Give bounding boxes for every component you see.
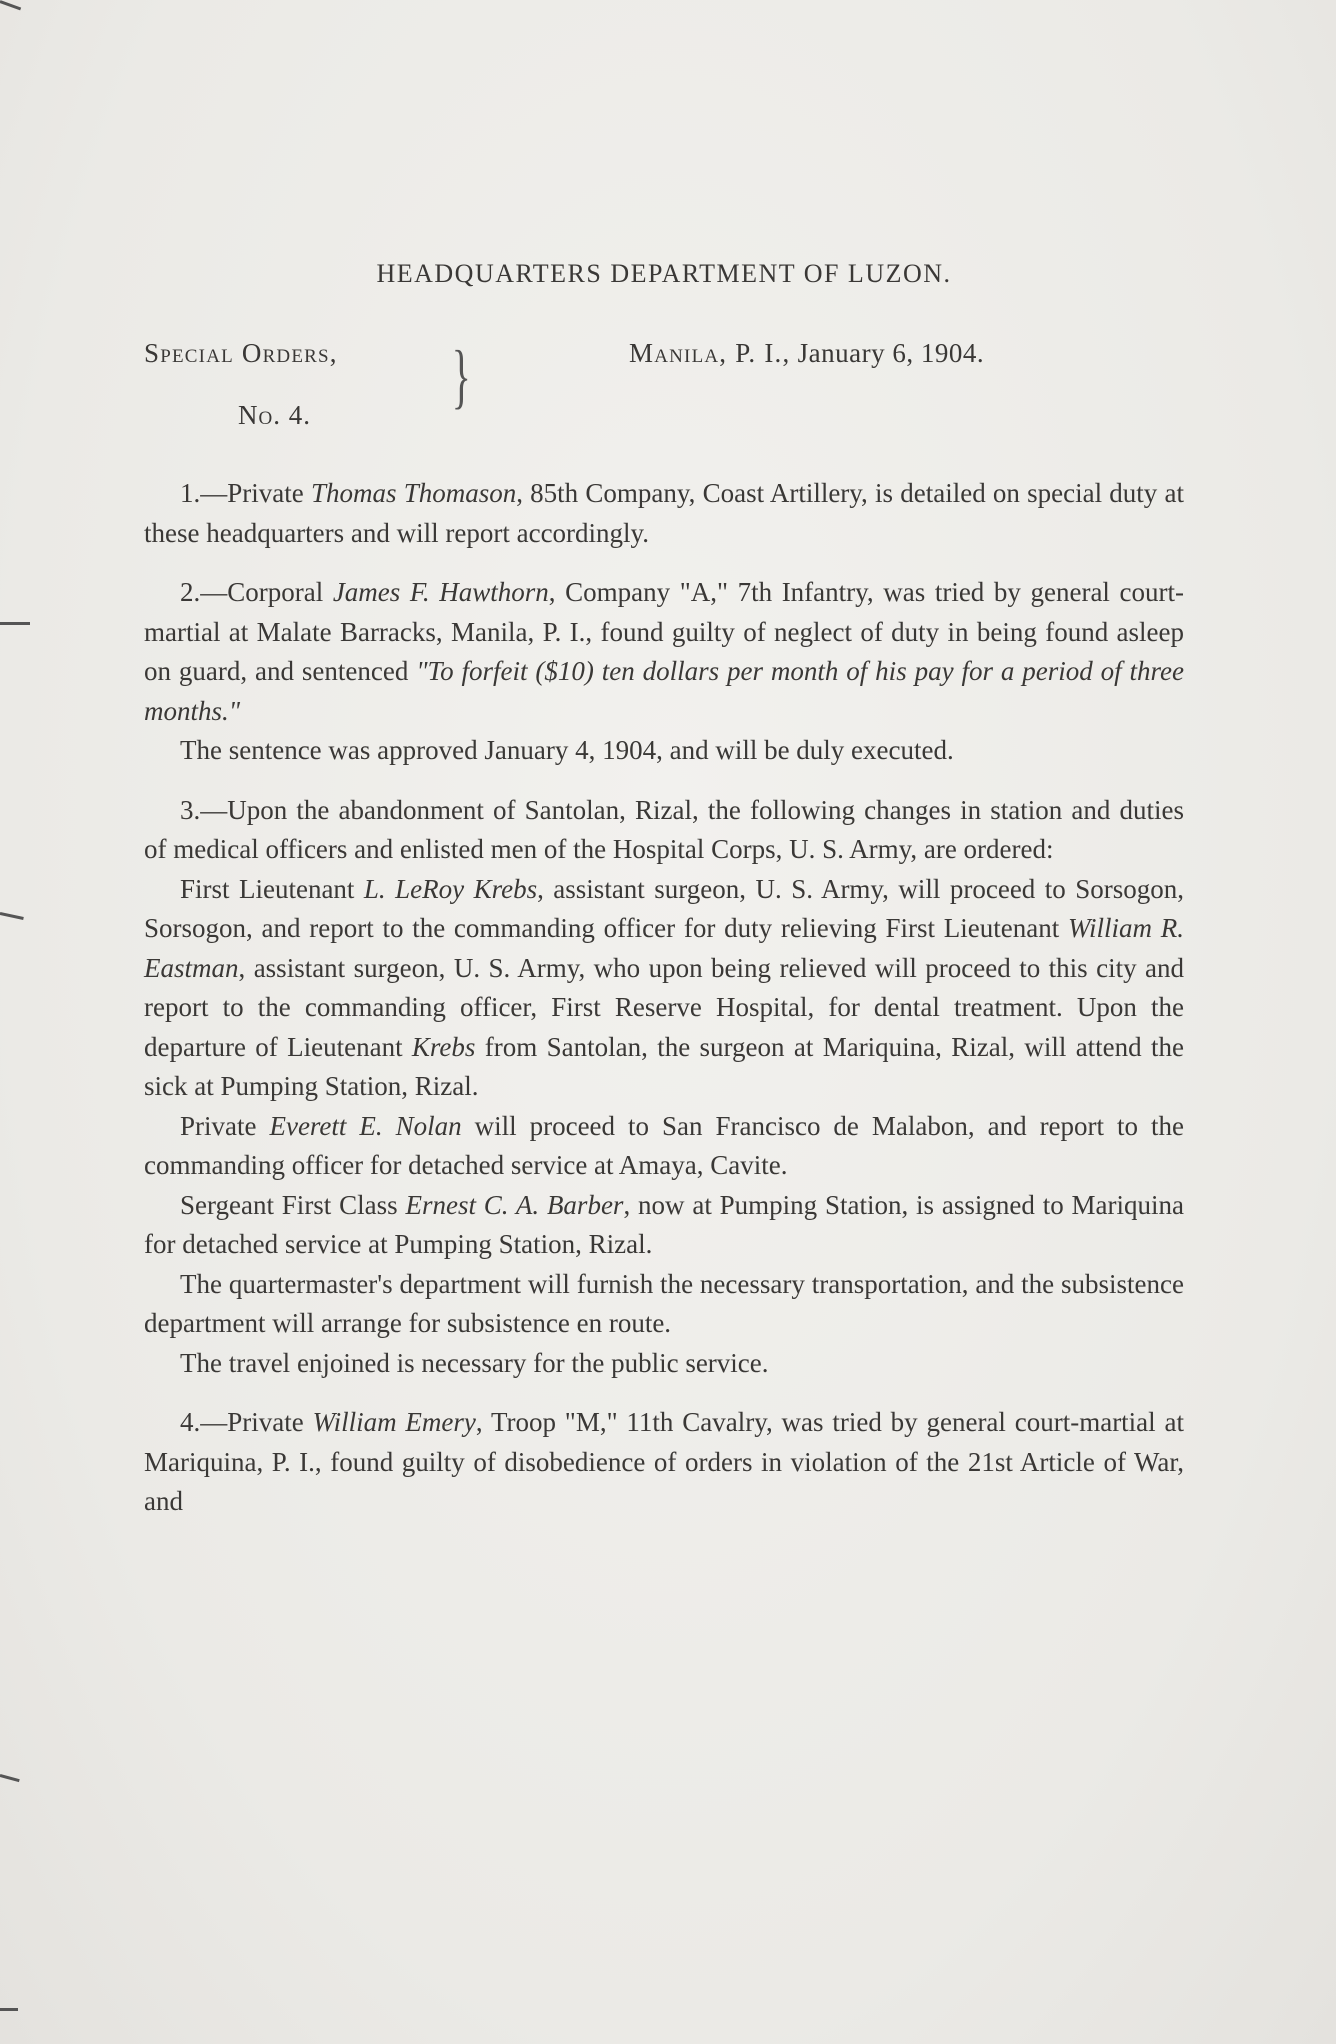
person-name: Krebs <box>411 1031 476 1062</box>
person-name: William Emery <box>312 1407 476 1437</box>
date: January 6, 1904. <box>797 338 985 368</box>
person-name: Thomas Thomason <box>310 478 517 508</box>
paragraph-3-barber: Sergeant First Class Ernest C. A. Barber, now at Pumping Station, is assigned to Mariquina for detached service at Pumping Station, Rizal. <box>144 1189 1184 1259</box>
person-name: James F. Hawthorn <box>332 577 549 607</box>
binding-mark <box>0 912 24 920</box>
special-orders-label: Special Orders, <box>144 338 338 368</box>
paragraph-3-nolan: Private Everett E. Nolan will proceed to San Francisco de Malabon, and report to the commanding officer for detached service at Amaya, Cavite. <box>144 1110 1184 1180</box>
paragraph-2-approval: The sentence was approved January 4, 1904, and will be duly executed. <box>180 735 954 765</box>
binding-mark <box>0 0 21 10</box>
paragraph-1: 1.—Private Thomas Thomason, 85th Company, Coast Artillery, is detailed on special duty at these headquarters and will report accordingly. <box>144 478 1185 548</box>
paragraph-4: 4.—Private William Emery, Troop "M," 11th Cavalry, was tried by general court-martial at Mariquina, P. I., found guilty of disobedience of orders in violation of the 21st Article of War, and <box>144 1407 1184 1516</box>
place-date <box>629 334 984 374</box>
document-heading: HEADQUARTERS DEPARTMENT OF LUZON. <box>376 259 952 288</box>
orders-body <box>144 474 1184 1522</box>
order-number: No. 4. <box>238 400 311 430</box>
binding-mark <box>0 2008 18 2011</box>
person-name: Everett E. Nolan <box>269 1110 462 1141</box>
special-orders-line <box>144 334 1184 430</box>
binding-mark <box>0 1774 20 1782</box>
person-name: William R. Eastman <box>144 913 1185 983</box>
paragraph-3-krebs: First Lieutenant L. LeRoy Krebs, assistant surgeon, U. S. Army, will proceed to Sorsogon, Sorsogon, and report to the commanding officer for duty relieving First Lieutenant William R. Eastman, assistant surgeon, U. S. Army, who upon being relieved will proceed to this city and report to the commanding officer, First Reserve Hospital, for dental treatment. Upon the departure of Lieutenant Krebs from Santolan, the surgeon at Mariquina, Rizal, will attend the sick at Pumping Station, Rizal. <box>144 873 1185 1101</box>
person-name: L. LeRoy Krebs <box>363 873 538 904</box>
paragraph-3-transport: The quartermaster's department will furnish the necessary transportation, and the subsistence department will arrange for subsistence en route. <box>144 1268 1184 1338</box>
paragraph-2: 2.—Corporal James F. Hawthorn, Company "A," 7th Infantry, was tried by general court-martial at Malate Barracks, Manila, P. I., found guilty of neglect of duty in being found asleep on guard, and sentenced "To forfeit ($10) ten dollars per month of his pay for a period of three months." <box>144 577 1184 726</box>
brace-symbol: } <box>451 336 471 416</box>
binding-mark <box>0 622 30 625</box>
paragraph-3: 3.—Upon the abandonment of Santolan, Rizal, the following changes in station and duties of medical officers and enlisted men of the Hospital Corps, U. S. Army, are ordered: <box>144 794 1184 864</box>
person-name: Ernest C. A. Barber <box>405 1189 624 1220</box>
sentence-text: "To forfeit ($10) ten dollars per month of his pay for a period of three months." <box>144 656 1184 726</box>
paragraph-3-travel: The travel enjoined is necessary for the public service. <box>180 1347 769 1378</box>
place: Manila, P. I., <box>629 338 791 368</box>
